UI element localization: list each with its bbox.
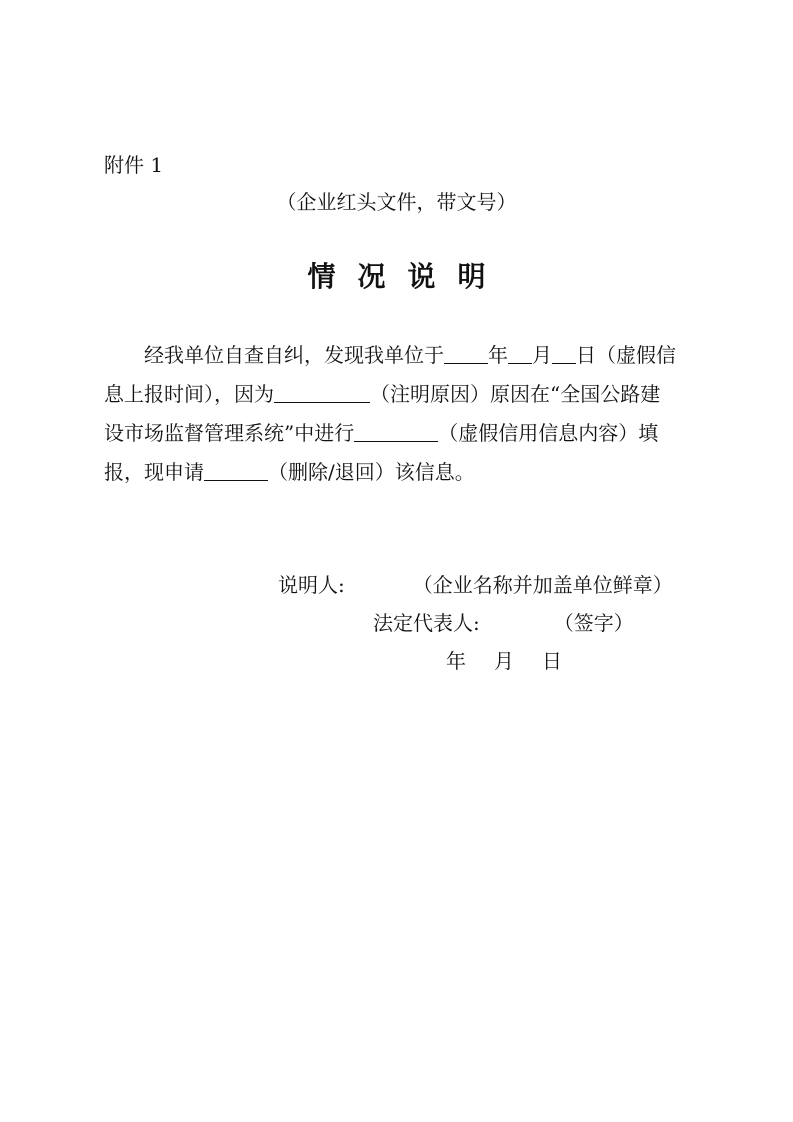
blank-year (444, 343, 488, 364)
blank-month (508, 343, 532, 364)
blank-content (354, 421, 438, 442)
body-line-3 (104, 419, 694, 447)
date-year: 年 (446, 649, 466, 673)
explainer-label: 说明人: (278, 573, 345, 597)
blank-action (204, 460, 268, 481)
date-month: 月 (494, 649, 514, 673)
body-line-4 (104, 458, 694, 486)
body-text: （注明原因）原因在“全国公路建 (370, 382, 661, 406)
body-text: 日（虚假信 (576, 343, 676, 367)
date-day: 日 (542, 649, 562, 673)
legal-rep-label: 法定代表人: (373, 611, 480, 635)
body-text: 经我单位自查自纠，发现我单位于 (144, 343, 444, 367)
explainer-line (278, 572, 673, 598)
body-text: 报，现申请 (104, 460, 204, 484)
body-text: （删除/退回）该信息。 (268, 460, 475, 484)
explainer-note: （企业名称并加盖单位鲜章） (412, 573, 673, 597)
legal-rep-note: （签字） (553, 611, 634, 635)
body-text: 设市场监督管理系统”中进行 (104, 421, 355, 445)
body-line-1 (104, 341, 694, 369)
body-text: 息上报时间），因为 (104, 382, 274, 406)
attachment-label: 附件 1 (104, 153, 164, 177)
body-text: 月 (532, 343, 552, 367)
document-subtitle: （企业红头文件，带文号） (276, 190, 517, 214)
blank-day (552, 343, 576, 364)
legal-rep-line (373, 610, 634, 636)
body-line-2 (104, 380, 694, 408)
body-text: （虚假信用信息内容）填 (438, 421, 659, 445)
date-line (446, 648, 562, 674)
document-title: 情况说明 (307, 260, 508, 293)
body-text: 年 (488, 343, 508, 367)
blank-reason (274, 382, 370, 403)
